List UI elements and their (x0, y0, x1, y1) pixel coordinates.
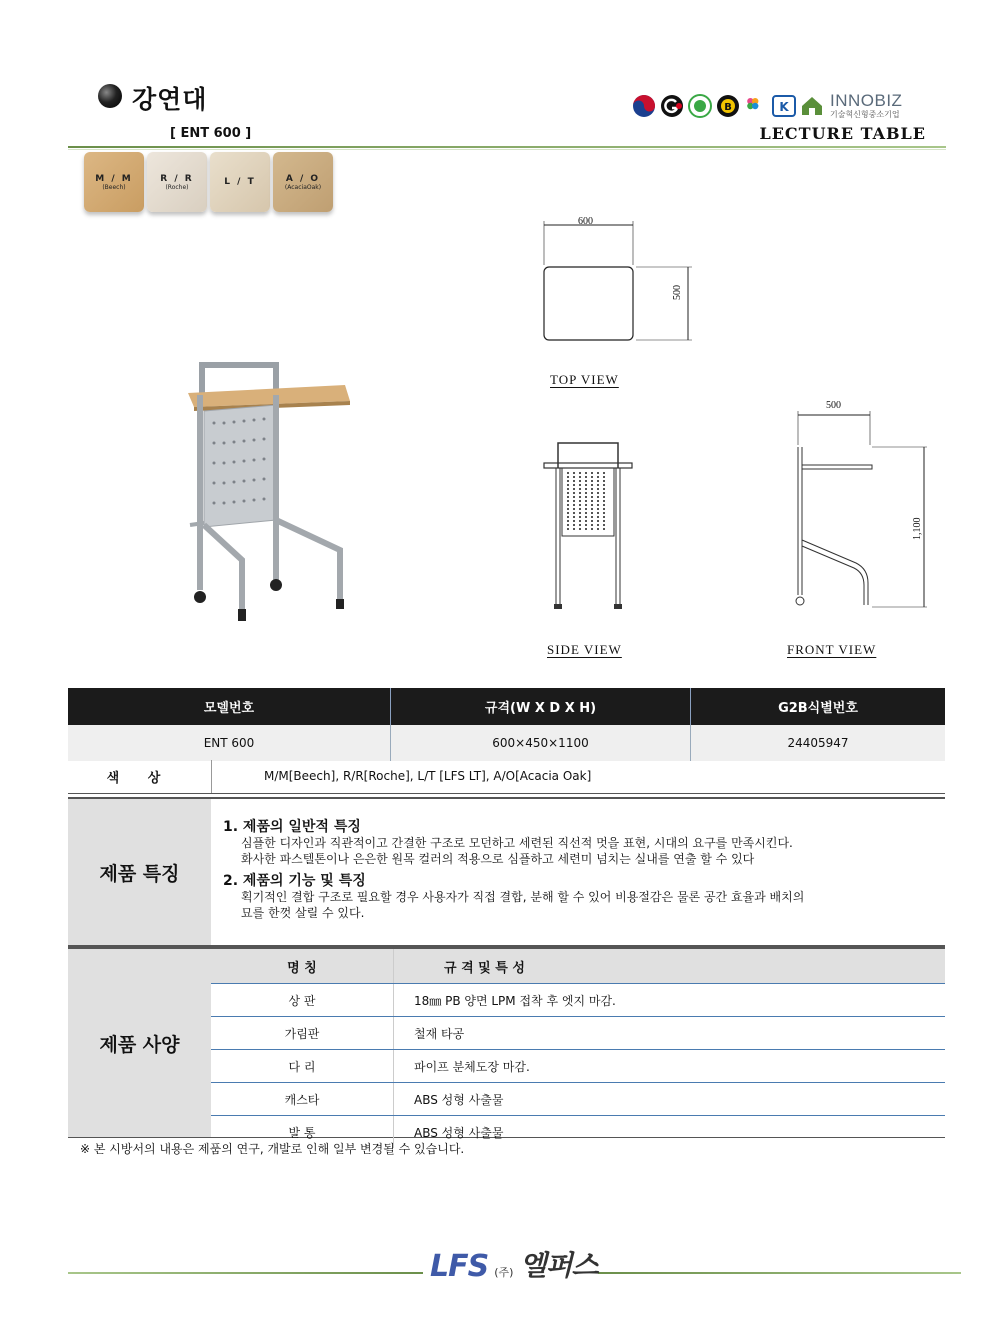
disclaimer-note: ※ 본 시방서의 내용은 제품의 연구, 개발로 인해 일부 변경될 수 있습니다. (80, 1142, 465, 1156)
swatch-code: L / T (224, 177, 256, 187)
header-divider (68, 146, 946, 148)
g-mark-icon (660, 94, 684, 118)
lecture-table-label: LECTURE TABLE (759, 124, 926, 143)
spec-name: 발 통 (211, 1116, 394, 1149)
table-row (211, 1050, 945, 1083)
swatch-roche (147, 152, 207, 212)
page-title: 강연대 (132, 85, 208, 114)
top-view-label: TOP VIEW (550, 372, 619, 387)
taegeuk-icon (632, 94, 656, 118)
company-name: 엘퍼스 (519, 1249, 598, 1282)
house-icon (800, 94, 824, 118)
footer-divider-right (598, 1272, 961, 1274)
model-spec-table (68, 688, 945, 761)
spec-desc: 파이프 분체도장 마감. (394, 1050, 946, 1083)
color-row (68, 760, 945, 794)
swatch-sub: (Beech) (102, 183, 126, 191)
header-dimensions: 규격(W X D X H) (391, 688, 691, 725)
feature-text: 심플한 디자인과 직관적이고 간결한 구조로 모던하고 세련된 직선적 멋을 표현, 시대의 요구를 만족시킨다. (241, 836, 793, 850)
feature-text: 획기적인 결합 구조로 필요할 경우 사용자가 직접 결합, 분해 할 수 있어 비용절감은 물론 공간 효율과 배치의 (241, 890, 805, 904)
spec-name: 다 리 (211, 1050, 394, 1083)
spec-col-desc: 규 격 및 특 성 (394, 949, 946, 984)
color-swatches (84, 152, 333, 212)
swatch-acacia-oak (273, 152, 333, 212)
title-bullet-icon (98, 84, 122, 108)
spec-desc: ABS 성형 사출물 (414, 1125, 504, 1140)
feature-text: 묘를 한껏 살릴 수 있다. (241, 906, 365, 920)
top-view-width-dim: 600 (578, 216, 593, 227)
table-header-row (68, 688, 945, 725)
swatch-sub: (AcaciaOak) (284, 183, 322, 191)
swatch-lfs-lt (210, 152, 270, 212)
swatch-sub: (Roche) (165, 183, 189, 191)
spec-name: 가림판 (211, 1017, 394, 1050)
specification-table (211, 949, 945, 1148)
feature-heading-1: 1. 제품의 일반적 특징 (223, 819, 361, 835)
color-label: 색 상 (68, 760, 212, 793)
corp-mark: (주) (494, 1266, 514, 1279)
spec-col-name: 명 칭 (211, 949, 394, 984)
spec-name: 캐스타 (211, 1083, 394, 1116)
specification-label: 제품 사양 (68, 949, 211, 1137)
model-code: [ ENT 600 ] (170, 126, 252, 141)
front-view-label: FRONT VIEW (787, 642, 877, 657)
table-row (211, 984, 945, 1017)
spec-name: 상 판 (211, 984, 394, 1017)
header-g2b-id: G2B식별번호 (691, 688, 946, 725)
spec-desc: ABS 성형 사출물 (394, 1083, 946, 1116)
company-logo (430, 1244, 598, 1284)
table-row (211, 1083, 945, 1116)
table-row (68, 725, 945, 761)
innobiz-subtitle: 기술혁신형중소기업 (830, 109, 900, 119)
features-body (223, 819, 804, 921)
swatch-code: A / O (285, 173, 321, 184)
brand-logo-text: LFS (430, 1249, 489, 1284)
swatch-code: R / R (160, 173, 194, 184)
side-view-label: SIDE VIEW (547, 642, 622, 657)
table-row (211, 1017, 945, 1050)
spec-desc: 18㎜ PB 양면 LPM 접착 후 엣지 마감. (394, 984, 946, 1017)
side-view-drawing (540, 438, 640, 613)
front-view-drawing (792, 405, 932, 615)
kc-icon (772, 94, 796, 118)
feature-text: 화사한 파스텔톤이나 은은한 원목 컬러의 적용으로 심플하고 세련미 넘치는 실내를 연출 할 수 있다 (241, 852, 755, 866)
flower-icon (744, 94, 768, 118)
innobiz-text: INNOBIZ (830, 90, 903, 110)
innobiz-logo (830, 90, 903, 120)
color-value: M/M[Beech], R/R[Roche], L/T [LFS LT], A/O[Acacia Oak] (264, 769, 592, 783)
spec-header-row (211, 949, 945, 984)
svg-text:B: B (724, 102, 732, 113)
b-mark-icon (716, 94, 740, 118)
header-divider-shadow (68, 149, 946, 150)
product-image (180, 355, 360, 630)
footer-divider-left (68, 1272, 423, 1274)
features-section (68, 797, 945, 947)
specification-section (68, 947, 945, 1138)
top-view-depth-dim: 500 (672, 285, 683, 300)
header-model-number: 모델번호 (68, 688, 391, 725)
spec-desc: 철재 타공 (394, 1017, 946, 1050)
cell-model-number: ENT 600 (68, 725, 391, 761)
top-view-drawing (538, 215, 698, 345)
certification-logos (632, 90, 902, 122)
svg-text:K: K (779, 100, 789, 114)
feature-heading-2: 2. 제품의 기능 및 특징 (223, 873, 366, 889)
features-label: 제품 특징 (68, 799, 211, 945)
swatch-code: M / M (95, 173, 133, 184)
front-view-depth-dim: 500 (826, 400, 841, 411)
eco-icon (688, 94, 712, 118)
swatch-beech (84, 152, 144, 212)
cell-g2b-id: 24405947 (691, 725, 946, 761)
front-view-height-dim: 1,100 (912, 517, 923, 540)
cell-dimensions: 600×450×1100 (391, 725, 691, 761)
